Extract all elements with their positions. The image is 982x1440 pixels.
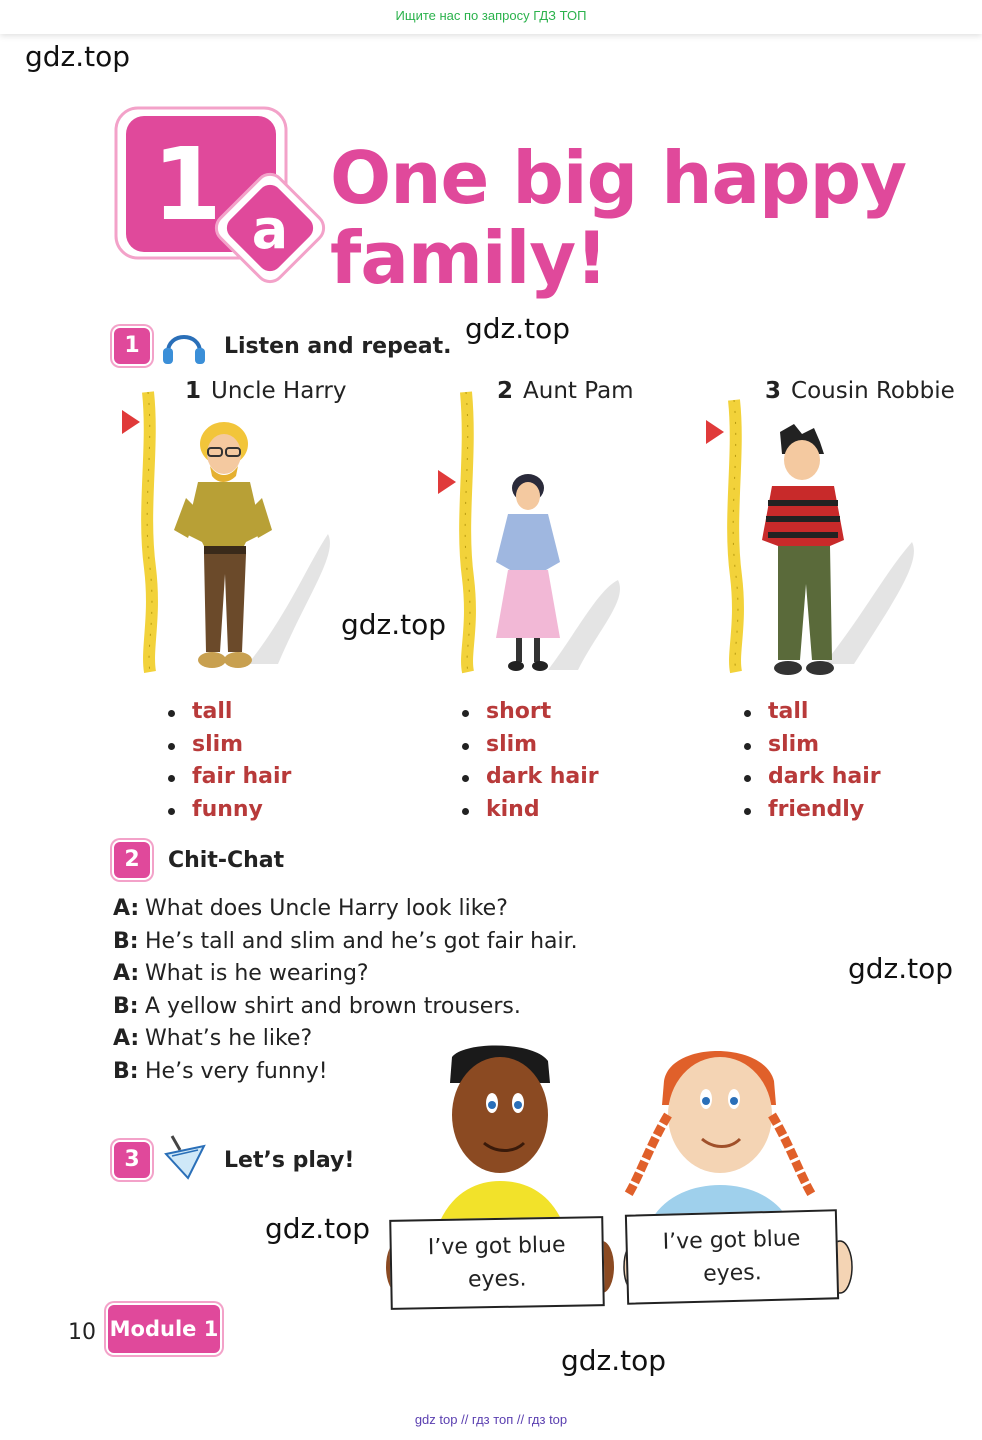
character-number: 1 [185, 378, 202, 404]
speaker: B: [113, 1058, 139, 1084]
watermark: gdz.top [341, 608, 447, 641]
watermark: gdz.top [848, 952, 954, 985]
page-number: 10 [68, 1320, 96, 1345]
trait-item: kind [460, 794, 599, 827]
uncle-harry-illustration [168, 414, 338, 682]
trait-item: slim [742, 729, 881, 762]
traits-list-aunt-pam [460, 696, 599, 826]
cousin-robbie-illustration [754, 424, 924, 684]
sign-text: I’ve got blue [427, 1232, 566, 1261]
height-ruler [436, 388, 480, 676]
top-banner [0, 0, 982, 34]
watermark: gdz.top [561, 1344, 667, 1377]
height-ruler [120, 388, 164, 676]
character-name-text: Cousin Robbie [791, 378, 955, 404]
character-name [185, 378, 346, 404]
task-number: 2 [114, 842, 150, 878]
top-banner-text: Ищите нас по запросу ГДЗ ТОП [395, 8, 587, 23]
dialog-text: A yellow shirt and brown trousers. [145, 993, 521, 1019]
speaker: B: [113, 928, 139, 954]
unit-number: 1 [152, 126, 222, 243]
dialog-text: What’s he like? [145, 1026, 313, 1052]
character-number: 2 [497, 378, 514, 404]
title-line-2: family! [330, 216, 608, 300]
character-number: 3 [765, 378, 782, 404]
character-name [765, 378, 955, 404]
spinning-top-icon[interactable] [158, 1134, 210, 1186]
watermark: gdz.top [465, 312, 571, 345]
traits-list-cousin-robbie [742, 696, 881, 826]
traits-list-uncle-harry [166, 696, 291, 826]
task-label: Let’s play! [224, 1147, 355, 1173]
trait-item: slim [460, 729, 599, 762]
title-line-1: One big happy [330, 136, 907, 220]
height-ruler [704, 396, 748, 676]
page-title [330, 138, 906, 298]
trait-item: dark hair [460, 761, 599, 794]
sign-text: I’ve got blue [662, 1226, 801, 1255]
speaker: A: [113, 961, 140, 987]
dialog-line [113, 926, 578, 959]
task-3-header [114, 1134, 354, 1186]
unit-badge [112, 104, 332, 284]
task-1-header [114, 324, 452, 368]
task-number: 3 [114, 1142, 150, 1178]
character-name-text: Uncle Harry [211, 378, 347, 404]
trait-item: slim [166, 729, 291, 762]
dialog-line [113, 991, 578, 1024]
sign-card [389, 1216, 605, 1310]
dialog-text: He’s very funny! [145, 1058, 328, 1084]
sign-text: eyes. [467, 1266, 527, 1293]
character-name-text: Aunt Pam [523, 378, 634, 404]
trait-item: tall [166, 696, 291, 729]
task-2-header [114, 842, 284, 878]
sign-text: eyes. [702, 1260, 763, 1287]
speaker: A: [113, 896, 140, 921]
sign-card [625, 1209, 839, 1305]
trait-item: short [460, 696, 599, 729]
height-marker [706, 420, 724, 444]
dialog-line [113, 893, 578, 926]
watermark: gdz.top [265, 1212, 371, 1245]
headphones-icon[interactable] [160, 324, 208, 368]
watermark: gdz.top [25, 40, 131, 73]
dialog-line [113, 958, 578, 991]
module-badge: Module 1 [108, 1305, 220, 1353]
footer-links[interactable]: gdz top // гдз топ // гдз top [414, 1412, 568, 1427]
task-label: Listen and repeat. [224, 333, 452, 359]
trait-item: dark hair [742, 761, 881, 794]
task-number: 1 [114, 328, 150, 364]
speaker: B: [113, 993, 139, 1019]
dialog-text: What is he wearing? [145, 961, 369, 987]
dialog-text: What does Uncle Harry look like? [145, 896, 508, 921]
character-name [497, 378, 634, 404]
height-marker [438, 470, 456, 494]
speaker: A: [113, 1026, 140, 1052]
task-label: Chit-Chat [168, 847, 285, 873]
trait-item: funny [166, 794, 291, 827]
aunt-pam-illustration [488, 470, 628, 682]
trait-item: fair hair [166, 761, 291, 794]
height-marker [122, 410, 140, 434]
trait-item: friendly [742, 794, 881, 827]
dialog-text: He’s tall and slim and he’s got fair hair. [145, 928, 578, 954]
unit-letter: a [251, 198, 289, 261]
trait-item: tall [742, 696, 881, 729]
